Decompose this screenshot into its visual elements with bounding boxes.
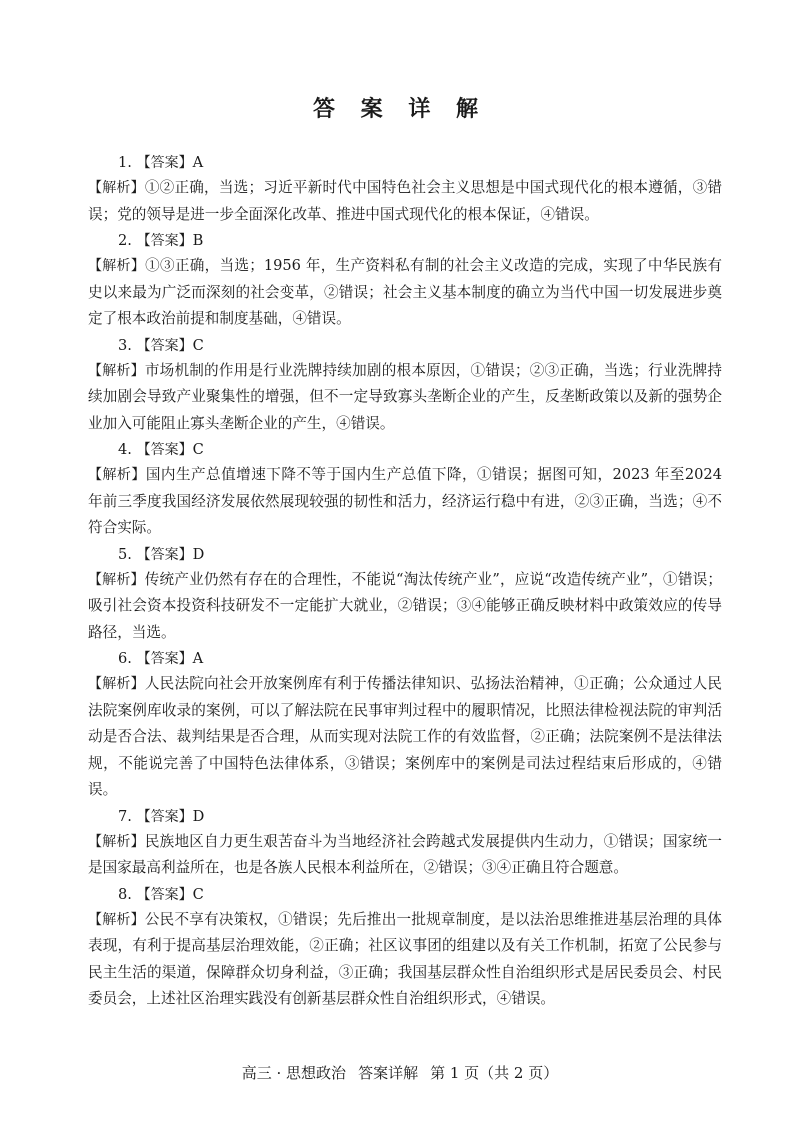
answer-value: A [192,154,204,171]
answer-line [88,804,722,829]
explanation-label: 【解析】 [88,571,145,588]
explanation-label: 【解析】 [88,911,145,928]
page-footer [0,1062,800,1083]
answer-item [88,646,722,804]
explanation-text: 民族地区自力更生艰苦奋斗为当地经济社会跨越式发展提供内生动力，①错误；国家统一是国家最高利益所在，也是各族人民根本利益所在，②错误；③④正确且符合题意。 [88,832,722,876]
answer-line [88,333,722,358]
explanation-paragraph [88,907,722,1013]
footer-page: 第 1 页（共 2 页） [430,1064,559,1082]
explanation-text: 市场机制的作用是行业洗牌持续加剧的根本原因，①错误；②③正确，当选；行业洗牌持续加剧会导致产业聚集性的增强，但不一定导致寡头垄断企业的产生，反垄断政策以及新的强势企业加入可能阻止寡头垄断企业的产生，④错误。 [88,361,722,432]
answer-list [88,150,722,1013]
answer-line [88,228,722,253]
answer-item [88,150,722,228]
answer-line [88,542,722,567]
question-number: 5. [118,545,132,563]
answer-label: 【答案】 [136,442,193,458]
answer-item [88,804,722,882]
explanation-paragraph [88,358,722,438]
explanation-label: 【解析】 [88,180,145,196]
explanation-paragraph [88,175,722,228]
question-number: 8. [118,885,132,903]
explanation-paragraph [88,567,722,647]
question-number: 4. [118,441,132,458]
answer-line [88,882,722,907]
explanation-text: 公民不享有决策权，①错误；先后推出一批规章制度，是以法治思维推进基层治理的具体表现，有利于提高基层治理效能，②正确；社区议事团的组建以及有关工作机制，拓宽了公民参与民主生活的渠道，保障群众切身利益，③正确；我国基层群众性自治组织形式是居民委员会、村民委员会，上述社区治理实践没有创新基层群众性自治组织形式，④错误。 [88,910,722,1007]
question-number: 7. [118,807,132,825]
explanation-paragraph [88,829,722,882]
answer-value: C [192,336,204,354]
answer-label: 【答案】 [136,155,193,171]
answer-label: 【答案】 [136,886,193,903]
question-number: 2. [118,232,132,249]
answer-line [88,437,722,462]
explanation-text: ①②正确，当选；习近平新时代中国特色社会主义思想是中国式现代化的根本遵循，③错误；党的领导是进一步全面深化改革、推进中国式现代化的根本保证，④错误。 [88,179,722,223]
question-number: 1. [118,154,132,171]
answer-line [88,150,722,175]
explanation-text: 传统产业仍然有存在的合理性，不能说“淘汰传统产业”，应说“改造传统产业”，①错误；吸引社会资本投资科技研发不一定能扩大就业，②错误；③④能够正确反映材料中政策效应的传导路径，当选。 [88,570,722,641]
answer-value: C [192,441,204,458]
answer-label: 【答案】 [136,337,193,354]
explanation-text: ①③正确，当选；1956 年，生产资料私有制的社会主义改造的完成，实现了中华民族有史以来最为广泛而深刻的社会变革，②错误；社会主义基本制度的确立为当代中国一切发展进步奠定了根本政治前提和制度基础，④错误。 [88,257,722,327]
question-number: 6. [118,650,132,667]
explanation-label: 【解析】 [88,258,146,274]
answer-label: 【答案】 [136,546,193,563]
answer-item [88,882,722,1013]
answer-value: A [192,650,204,667]
answer-value: D [192,807,205,825]
answer-line [88,646,722,671]
footer-doc: 答案详解 [358,1064,419,1082]
question-number: 3. [118,336,132,354]
explanation-label: 【解析】 [88,676,145,692]
page-title: 答 案 详 解 [313,97,487,122]
answer-label: 【答案】 [136,651,193,667]
explanation-paragraph [88,462,722,542]
answer-value: B [192,232,204,249]
answer-label: 【答案】 [136,808,193,825]
explanation-text: 人民法院向社会开放案例库有利于传播法律知识、弘扬法治精神，①正确；公众通过人民法院案例库收录的案例，可以了解法院在民事审判过程中的履职情况，比照法律检视法院的审判活动是否合法、裁判结果是否合理，从而实现对法院工作的有效监督，②正确；法院案例不是法律法规，不能说完善了中国特色法律体系，③错误；案例库中的案例是司法过程结束后形成的，④错误。 [88,675,722,798]
answer-item [88,333,722,438]
answer-item [88,228,722,333]
explanation-paragraph [88,671,722,804]
explanation-text: 国内生产总值增速下降不等于国内生产总值下降，①错误；据图可知，2023 年至2024 年前三季度我国经济发展依然展现较强的韧性和活力，经济运行稳中有进，②③正确，当选；④不符合实际。 [88,466,723,536]
answer-item [88,542,722,647]
explanation-paragraph [88,253,722,333]
answer-value: C [192,885,204,903]
explanation-label: 【解析】 [88,467,146,483]
answer-value: D [192,545,205,563]
explanation-label: 【解析】 [88,833,145,850]
explanation-label: 【解析】 [88,362,145,379]
footer-subject: 高三 · 思想政治 [241,1064,347,1082]
answer-item [88,437,722,542]
answer-label: 【答案】 [136,233,193,249]
